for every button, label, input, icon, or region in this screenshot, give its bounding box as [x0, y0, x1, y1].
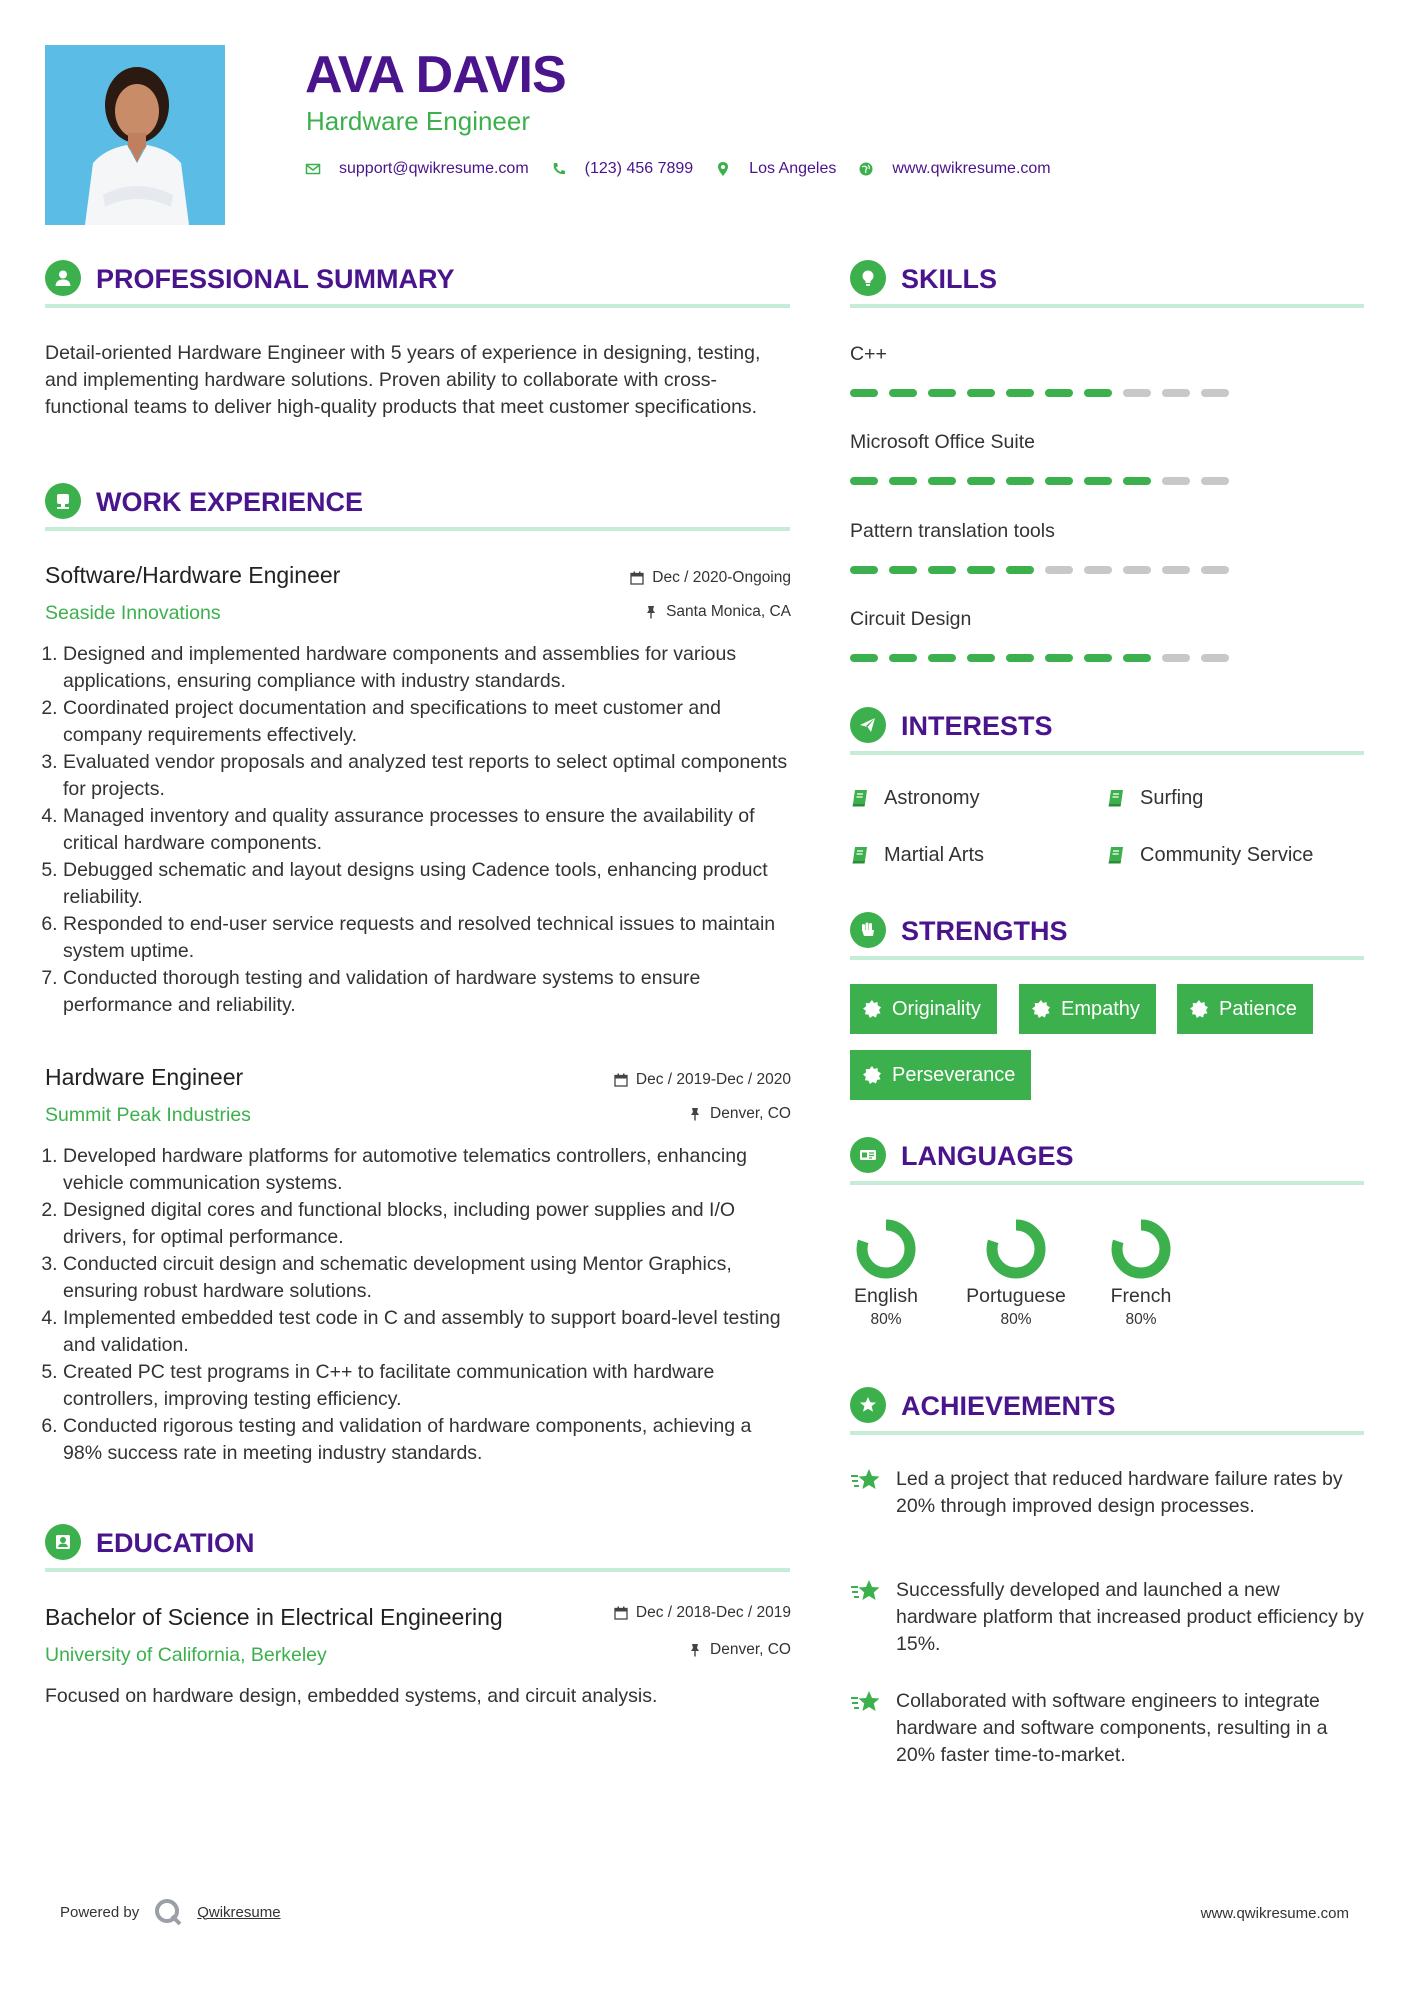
qwikresume-logo-icon [153, 1897, 183, 1927]
language-ring [855, 1218, 917, 1280]
achievement-text: Collaborated with software engineers to integrate hardware and software components, resulting in a 20% faster time-to-market. [896, 1690, 1328, 1766]
skill-dash-filled [889, 477, 917, 485]
education-dates [540, 1603, 791, 1623]
skill-dash-filled [1084, 389, 1112, 397]
job-location [560, 602, 791, 622]
achievement-text: Led a project that reduced hardware failure rates by 20% through improved design processes. [896, 1468, 1343, 1517]
interest-label: Community Service [1140, 844, 1314, 866]
skill-bar [850, 566, 1240, 574]
skill-dash-filled [967, 477, 995, 485]
book-icon [850, 845, 870, 865]
map-pin-icon [715, 161, 731, 177]
contact-website-text: www.qwikresume.com [892, 160, 1051, 177]
skill-dash-filled [1123, 477, 1151, 485]
badge-icon [1189, 999, 1209, 1019]
skill-dash-filled [889, 566, 917, 574]
list-item: 3. Conducted circuit design and schematic development using Mentor Graphics, ensuring robust hardware solutions. [63, 1251, 795, 1305]
pushpin-icon [688, 1107, 702, 1121]
book-icon [1106, 788, 1126, 808]
language-name: French [1110, 1285, 1172, 1307]
education-location-text: Denver, CO [710, 1641, 791, 1658]
skill-dash-filled [1123, 654, 1151, 662]
skill-name: Pattern translation tools [850, 520, 1055, 542]
education-dates-text: Dec / 2018-Dec / 2019 [635, 1604, 791, 1621]
skill-bar [850, 654, 1240, 662]
education-location [560, 1640, 791, 1660]
skill-dash-filled [1045, 389, 1073, 397]
language-ring [1110, 1218, 1172, 1280]
degree-title: Bachelor of Science in Electrical Engineering [45, 1604, 503, 1630]
star-icon [850, 1579, 882, 1605]
contact-email-text: support@qwikresume.com [339, 160, 529, 177]
achievement-text: Successfully developed and launched a new hardware platform that increased product efficiency by 15%. [896, 1579, 1364, 1655]
skill-dash-empty [1201, 477, 1229, 485]
contact-website[interactable] [858, 160, 1050, 178]
strength-label: Perseverance [892, 1063, 1016, 1086]
language-name: Portuguese [966, 1285, 1066, 1307]
section-skills [850, 248, 1364, 308]
candidate-role: Hardware Engineer [306, 106, 531, 136]
book-icon [1106, 845, 1126, 865]
summary-text: Detail-oriented Hardware Engineer with 5 years of experience in designing, testing, and implementing hardware solutions. Proven ability to collaborate with cross-functional teams to deliver high-quality products that meet customer specifications. [45, 342, 761, 418]
language-item [961, 1218, 1071, 1330]
skill-dash-empty [1162, 389, 1190, 397]
language-ring-fill [1117, 1225, 1165, 1273]
skill-dash-filled [1045, 477, 1073, 485]
section-title-education: EDUCATION [96, 1528, 255, 1558]
strength-label: Patience [1219, 997, 1297, 1020]
section-achievements [850, 1375, 1364, 1435]
skill-dash-filled [850, 389, 878, 397]
skill-dash-filled [850, 654, 878, 662]
contact-bar [305, 158, 1073, 180]
skill-dash-filled [928, 654, 956, 662]
contact-location-text: Los Angeles [749, 160, 837, 177]
language-percent: 80% [870, 1311, 902, 1328]
language-item [831, 1218, 941, 1330]
phone-icon [551, 161, 567, 177]
skill-name: C++ [850, 343, 887, 365]
skill-dash-filled [928, 566, 956, 574]
job-location-text: Santa Monica, CA [666, 603, 791, 620]
skill-dash-filled [1045, 654, 1073, 662]
skill-dash-empty [1162, 654, 1190, 662]
skill-name: Circuit Design [850, 608, 972, 630]
skill-dash-filled [967, 389, 995, 397]
list-item: 6. Responded to end-user service requests and resolved technical issues to maintain system uptime. [63, 911, 795, 965]
interest-item [850, 843, 984, 867]
candidate-name: AVA DAVIS [305, 46, 566, 104]
language-ring-fill [992, 1225, 1040, 1273]
skill-bar [850, 477, 1240, 485]
section-summary [45, 248, 790, 308]
skill-dash-filled [967, 566, 995, 574]
job-dates [560, 568, 791, 588]
book-icon [850, 788, 870, 808]
strength-chip [1019, 984, 1156, 1034]
job-dates-text: Dec / 2019-Dec / 2020 [635, 1071, 791, 1088]
skill-name: Microsoft Office Suite [850, 431, 1035, 453]
contact-email[interactable] [305, 160, 529, 178]
section-title-experience: WORK EXPERIENCE [96, 487, 364, 517]
skill-dash-filled [1084, 477, 1112, 485]
language-item [1086, 1218, 1196, 1330]
language-percent: 80% [1125, 1311, 1157, 1328]
calendar-icon [614, 1606, 628, 1620]
interest-label: Surfing [1140, 787, 1204, 809]
pushpin-icon [644, 605, 658, 619]
interest-item [1106, 843, 1313, 867]
qwikresume-link[interactable]: Qwikresume [197, 1903, 281, 1921]
skill-dash-filled [889, 654, 917, 662]
list-item: 5. Created PC test programs in C++ to facilitate communication with hardware controllers, improving testing efficiency. [63, 1359, 795, 1413]
section-title-interests: INTERESTS [901, 711, 1053, 741]
skill-dash-empty [1201, 389, 1229, 397]
job-dates [540, 1070, 791, 1090]
graduate-icon [45, 1524, 81, 1560]
strength-chip [850, 984, 997, 1034]
section-interests [850, 695, 1364, 755]
strength-chip [1177, 984, 1313, 1034]
pushpin-icon [688, 1643, 702, 1657]
id-card-icon [850, 1137, 886, 1173]
badge-icon [1031, 999, 1051, 1019]
briefcase-icon [45, 483, 81, 519]
interest-item [1106, 786, 1203, 810]
skill-dash-filled [850, 566, 878, 574]
job-bullets [45, 1143, 795, 1467]
skill-dash-filled [1006, 654, 1034, 662]
lightbulb-icon [850, 260, 886, 296]
contact-location [715, 160, 836, 178]
list-item: 1. Developed hardware platforms for automotive telematics controllers, enhancing vehicle communication systems. [63, 1143, 795, 1197]
skill-dash-empty [1123, 566, 1151, 574]
skill-dash-filled [850, 477, 878, 485]
list-item: 2. Designed digital cores and functional blocks, including power supplies and I/O drivers, for optimal performance. [63, 1197, 795, 1251]
section-title-summary: PROFESSIONAL SUMMARY [96, 264, 455, 294]
skill-dash-filled [889, 389, 917, 397]
job-title: Hardware Engineer [45, 1064, 244, 1090]
language-ring [985, 1218, 1047, 1280]
user-icon [45, 260, 81, 296]
strength-label: Empathy [1061, 997, 1140, 1020]
school-name: University of California, Berkeley [45, 1644, 327, 1666]
profile-photo [45, 45, 225, 225]
interest-label: Martial Arts [884, 844, 985, 866]
skill-dash-filled [1084, 654, 1112, 662]
list-item: 2. Coordinated project documentation and specifications to meet customer and company requirements effectively. [63, 695, 795, 749]
skill-dash-empty [1201, 654, 1229, 662]
section-strengths [850, 900, 1364, 960]
badge-icon [862, 999, 882, 1019]
list-item: 4. Managed inventory and quality assurance processes to ensure the availability of critical hardware components. [63, 803, 795, 857]
job-dates-text: Dec / 2020-Ongoing [652, 569, 791, 586]
raised-fist-icon [850, 912, 886, 948]
strength-chip [850, 1050, 1031, 1100]
skill-dash-empty [1045, 566, 1073, 574]
footer-website[interactable]: www.qwikresume.com [1200, 1905, 1349, 1922]
job-location-text: Denver, CO [710, 1105, 791, 1122]
job-location [560, 1104, 791, 1124]
language-percent: 80% [1000, 1311, 1032, 1328]
job-bullets [45, 641, 795, 1019]
skill-dash-filled [967, 654, 995, 662]
list-item: 4. Implemented embedded test code in C and assembly to support board-level testing and validation. [63, 1305, 795, 1359]
skill-dash-empty [1162, 566, 1190, 574]
paper-plane-icon [850, 707, 886, 743]
list-item: 1. Designed and implemented hardware components and assemblies for various applications, ensuring compliance with industry standards. [63, 641, 795, 695]
contact-phone[interactable] [551, 160, 694, 178]
section-title-languages: LANGUAGES [901, 1141, 1074, 1171]
skill-bar [850, 389, 1240, 397]
skill-dash-filled [928, 389, 956, 397]
star-badge-icon [850, 1387, 886, 1423]
language-ring-fill [862, 1225, 910, 1273]
globe-icon [858, 161, 874, 177]
list-item: 5. Debugged schematic and layout designs using Cadence tools, enhancing product reliability. [63, 857, 795, 911]
contact-phone-text: (123) 456 7899 [584, 160, 694, 177]
calendar-icon [630, 571, 644, 585]
star-icon [850, 1690, 882, 1716]
job-title: Software/Hardware Engineer [45, 562, 341, 588]
section-experience [45, 471, 790, 531]
skill-dash-empty [1123, 389, 1151, 397]
envelope-icon [305, 161, 321, 177]
skill-dash-filled [1006, 477, 1034, 485]
footer-powered-by [60, 1897, 281, 1927]
badge-icon [862, 1065, 882, 1085]
powered-by-label: Powered by [60, 1903, 140, 1921]
calendar-icon [614, 1073, 628, 1087]
education-description: Focused on hardware design, embedded systems, and circuit analysis. [45, 1685, 658, 1707]
section-title-strengths: STRENGTHS [901, 916, 1068, 946]
list-item: 3. Evaluated vendor proposals and analyzed test reports to select optimal components for projects. [63, 749, 795, 803]
section-title-skills: SKILLS [901, 264, 998, 294]
interest-label: Astronomy [884, 787, 980, 809]
language-name: English [854, 1285, 918, 1307]
skill-dash-filled [1006, 566, 1034, 574]
strength-label: Originality [892, 997, 981, 1020]
skill-dash-filled [1006, 389, 1034, 397]
list-item: 6. Conducted rigorous testing and validation of hardware components, achieving a 98% success rate in meeting industry standards. [63, 1413, 795, 1467]
job-company: Summit Peak Industries [45, 1104, 251, 1126]
interest-item [850, 786, 980, 810]
skill-dash-empty [1084, 566, 1112, 574]
section-title-achievements: ACHIEVEMENTS [901, 1391, 1116, 1421]
skill-dash-filled [928, 477, 956, 485]
section-education [45, 1512, 790, 1572]
job-company: Seaside Innovations [45, 602, 221, 624]
skill-dash-empty [1162, 477, 1190, 485]
star-icon [850, 1468, 882, 1494]
list-item: 7. Conducted thorough testing and validation of hardware systems to ensure performance and reliability. [63, 965, 795, 1019]
skill-dash-empty [1201, 566, 1229, 574]
section-languages [850, 1125, 1364, 1185]
